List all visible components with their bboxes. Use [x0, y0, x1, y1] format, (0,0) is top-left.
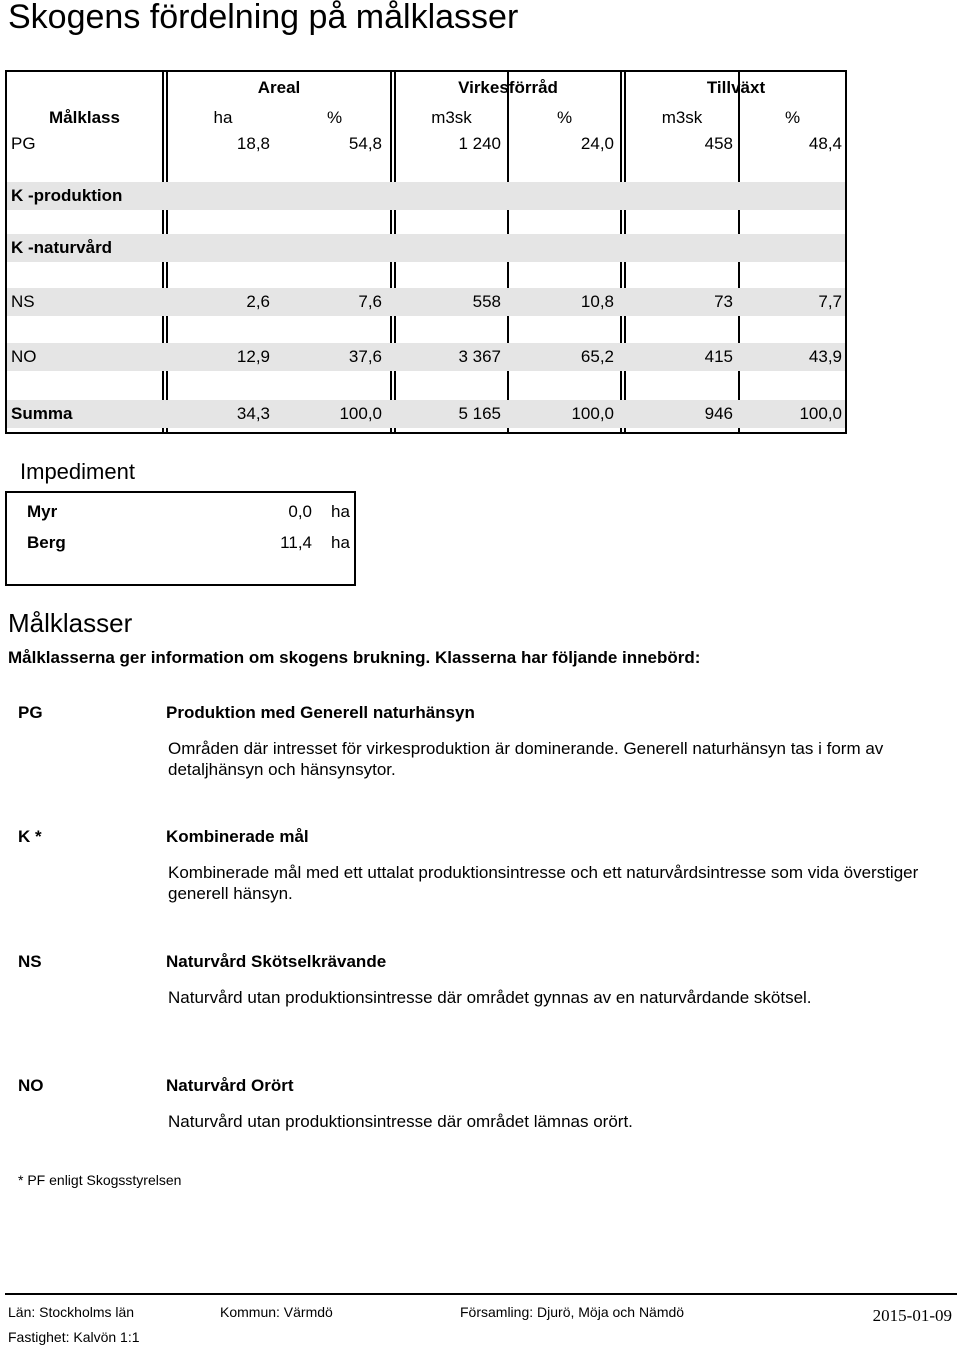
- row-label: NO: [11, 347, 37, 366]
- table-cell: 5 165: [458, 404, 501, 423]
- impediment-name: Myr: [27, 502, 58, 521]
- column-header: %: [556, 108, 573, 127]
- table-cell: 12,9: [236, 347, 270, 366]
- table-cell: 415: [704, 347, 733, 366]
- class-code: NS: [18, 952, 42, 971]
- column-header: ha: [213, 108, 233, 127]
- footer-divider: [5, 1293, 957, 1295]
- row-label: Summa: [11, 404, 73, 423]
- class-title: Naturvård Orört: [166, 1076, 294, 1095]
- footer-fastighet: Fastighet: Kalvön 1:1: [8, 1329, 140, 1345]
- footer-forsamling: Församling: Djurö, Möja och Nämdö: [460, 1304, 685, 1320]
- class-code: NO: [18, 1076, 44, 1095]
- class-title: Naturvård Skötselkrävande: [166, 952, 387, 971]
- table-cell: 100,0: [799, 404, 842, 423]
- impediment-box: [5, 491, 356, 586]
- column-header: m3sk: [661, 108, 703, 127]
- table-row-summa: [7, 400, 845, 428]
- class-description: Områden där intresset för virkesproduktion är dominerande. Generell naturhänsyn tas i form av detaljhänsyn och hänsynsytor.: [168, 739, 884, 779]
- column-header: %: [326, 108, 343, 127]
- table-cell: 43,9: [808, 347, 842, 366]
- footer-lan: Län: Stockholms län: [8, 1304, 135, 1320]
- table-cell: 7,7: [818, 292, 842, 311]
- table-cell: 946: [704, 404, 733, 423]
- class-title: Kombinerade mål: [166, 827, 309, 846]
- class-description: Naturvård utan produktionsintresse där området lämnas orört.: [168, 1112, 633, 1131]
- malklasser-title: Målklasser: [8, 608, 133, 638]
- impediment-title: Impediment: [20, 459, 135, 484]
- impediment-value: 0,0: [288, 502, 312, 521]
- table-cell: 48,4: [808, 134, 842, 153]
- table-row: [7, 130, 845, 158]
- table-cell: 7,6: [358, 292, 382, 311]
- class-code: K *: [18, 827, 42, 846]
- footer-date: 2015-01-09: [872, 1306, 952, 1325]
- table-cell: 100,0: [339, 404, 382, 423]
- class-title: Produktion med Generell naturhänsyn: [166, 703, 475, 722]
- table-column-header: [7, 106, 845, 130]
- column-header-malklass: Målklass: [49, 108, 120, 127]
- row-label: K -naturvård: [11, 238, 113, 257]
- class-description: Naturvård utan produktionsintresse där området gynnas av en naturvårdande skötsel.: [168, 988, 812, 1007]
- table-group-header: [7, 76, 845, 100]
- table-cell: 37,6: [348, 347, 382, 366]
- row-label: K -produktion: [11, 186, 123, 205]
- footer-kommun: Kommun: Värmdö: [220, 1304, 333, 1320]
- table-cell: 558: [472, 292, 501, 311]
- impediment-value: 11,4: [280, 533, 312, 552]
- class-description: Kombinerade mål med ett uttalat produktionsintresse och ett naturvårdsintresse som vida överstiger generell hänsyn.: [168, 863, 919, 903]
- table-row: [7, 288, 845, 316]
- table-row: [7, 234, 845, 262]
- table-cell: 65,2: [580, 347, 614, 366]
- column-header: %: [784, 108, 801, 127]
- impediment-row: [7, 499, 354, 525]
- table-cell: 2,6: [246, 292, 270, 311]
- table-cell: 73: [714, 292, 733, 311]
- impediment-unit: ha: [331, 502, 350, 521]
- column-header: m3sk: [431, 108, 472, 127]
- distribution-table: [5, 70, 847, 434]
- table-cell: 10,8: [580, 292, 614, 311]
- group-header-tillvaxt: Tillväxt: [706, 78, 766, 97]
- table-cell: 18,8: [236, 134, 270, 153]
- footnote: * PF enligt Skogsstyrelsen: [18, 1172, 182, 1188]
- table-cell: 3 367: [458, 347, 501, 366]
- table-cell: 24,0: [580, 134, 614, 153]
- table-cell: 34,3: [236, 404, 270, 423]
- impediment-unit: ha: [331, 533, 350, 552]
- table-cell: 100,0: [571, 404, 614, 423]
- group-header-areal: Areal: [257, 78, 301, 97]
- page-title: Skogens fördelning på målklasser: [8, 0, 519, 36]
- table-cell: 1 240: [458, 134, 501, 153]
- malklasser-subtitle: Målklasserna ger information om skogens brukning. Klasserna har följande innebörd:: [8, 648, 701, 667]
- table-row: [7, 343, 845, 371]
- table-cell: 54,8: [348, 134, 382, 153]
- table-row: [7, 182, 845, 210]
- impediment-name: Berg: [27, 533, 66, 552]
- impediment-row: [7, 530, 354, 556]
- row-label: PG: [11, 134, 36, 153]
- class-code: PG: [18, 703, 43, 722]
- table-cell: 458: [704, 134, 733, 153]
- row-label: NS: [11, 292, 35, 311]
- group-header-virkesforrad: Virkesförråd: [458, 78, 558, 97]
